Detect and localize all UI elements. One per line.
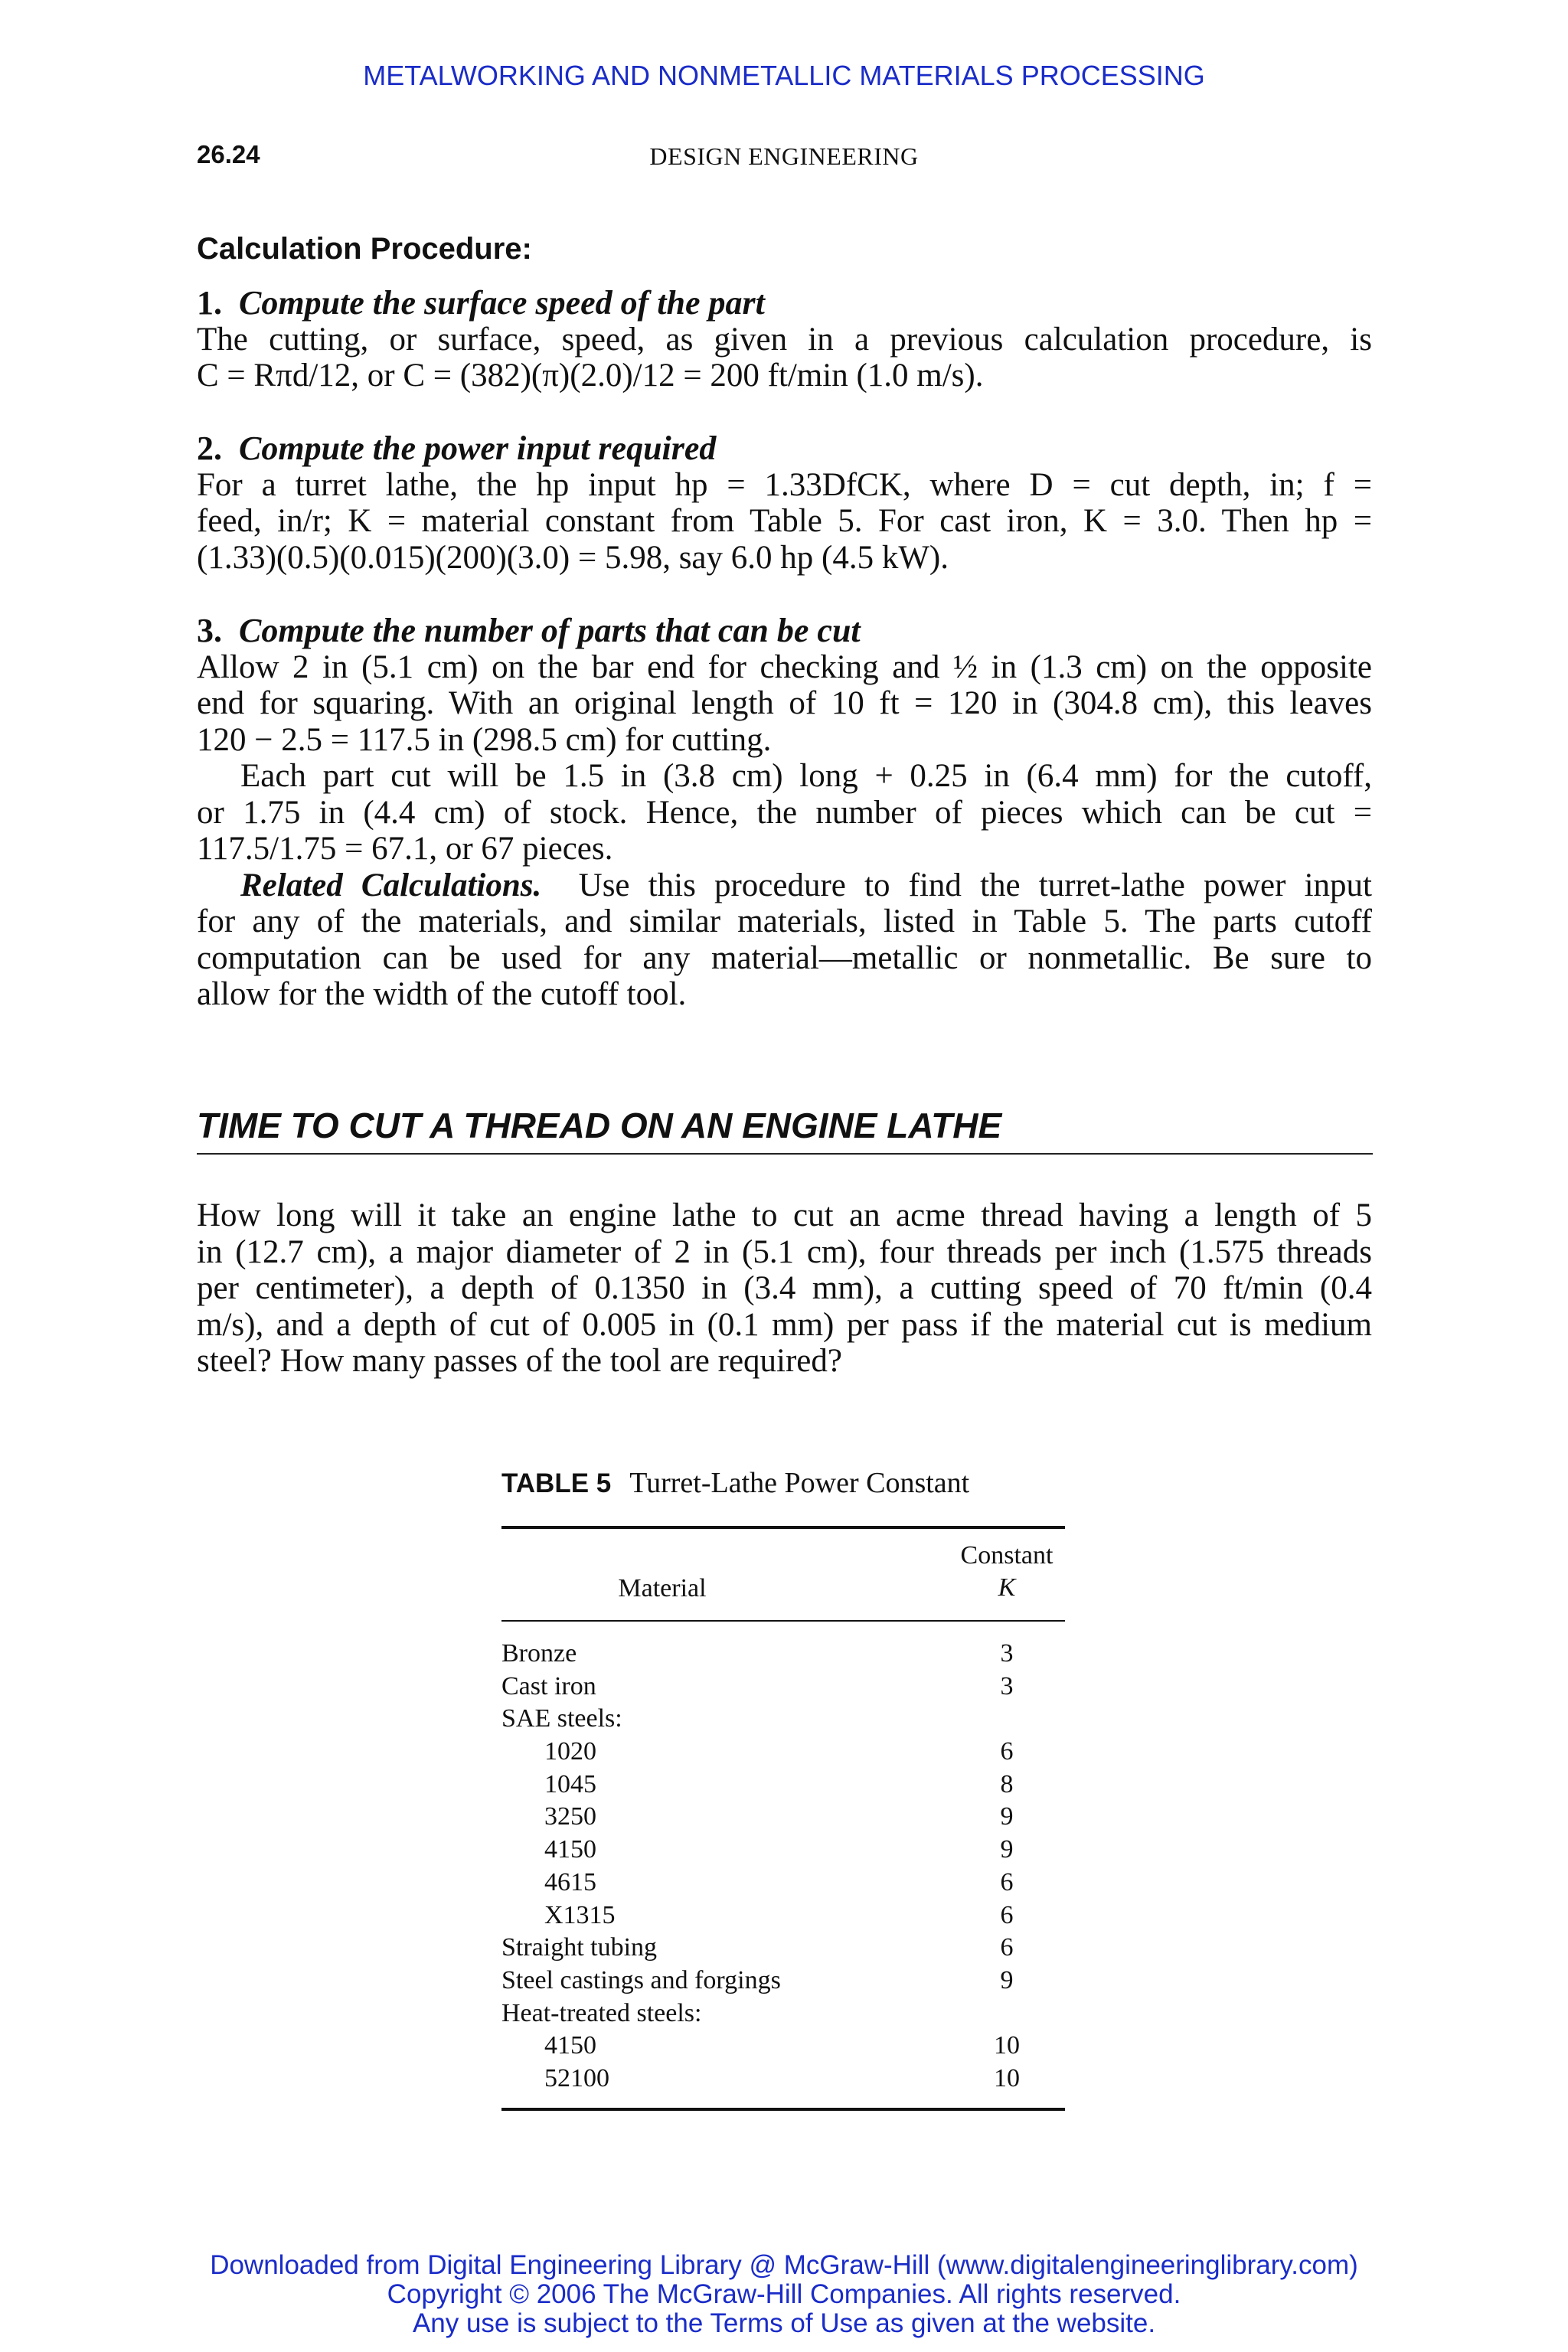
cell-material: 1020 <box>544 1737 596 1766</box>
step-2 <box>197 430 1372 576</box>
cell-material: Straight tubing <box>501 1933 658 1962</box>
cell-constant: 9 <box>1000 1965 1014 1994</box>
table-header-rule <box>501 1620 1065 1622</box>
cell-constant: 3 <box>1000 1671 1014 1700</box>
table-body <box>501 1638 1065 2096</box>
col-header-k: K <box>998 1573 1016 1602</box>
table-row <box>501 1867 1065 1900</box>
step-3-number: 3. <box>197 612 222 649</box>
step-1-heading <box>197 285 1372 322</box>
step-3-p2-line-3: 117.5/1.75 = 67.1, or 67 pieces. <box>197 831 613 867</box>
problem-line-5: steel? How many passes of the tool are required? <box>197 1343 842 1379</box>
cell-material: 3250 <box>544 1802 596 1831</box>
cell-constant: 9 <box>1000 1835 1014 1864</box>
step-3-heading <box>197 612 1372 649</box>
step-3-title: Compute the number of parts that can be cut <box>239 612 861 649</box>
cell-material: 52100 <box>544 2063 609 2092</box>
step-1-number: 1. <box>197 284 222 322</box>
step-2-line-2: feed, in/r; K = material constant from Table 5. For cast iron, K = 3.0. Then hp = <box>197 503 1372 539</box>
section-title: TIME TO CUT A THREAD ON AN ENGINE LATHE <box>197 1106 1002 1145</box>
step-3-p2-line-1: Each part cut will be 1.5 in (3.8 cm) long + 0.25 in (6.4 mm) for the cutoff, <box>240 758 1372 794</box>
cell-constant: 6 <box>1000 1867 1014 1896</box>
table-bottom-rule <box>501 2108 1065 2111</box>
table-row <box>501 2030 1065 2063</box>
related-line-2: for any of the materials, and similar materials, listed in Table 5. The parts cutoff <box>197 903 1372 939</box>
footer-terms[interactable]: Any use is subject to the Terms of Use as given at the website. <box>412 2308 1156 2338</box>
cell-material: 1045 <box>544 1769 596 1798</box>
table-row <box>501 1638 1065 1671</box>
step-3-p2-line-2: or 1.75 in (4.4 cm) of stock. Hence, the number of pieces which can be cut = <box>197 794 1372 831</box>
cell-material: 4150 <box>544 2031 596 2060</box>
footer-copyright: Copyright © 2006 The McGraw-Hill Companies. All rights reserved. <box>387 2279 1181 2309</box>
cell-material: 4615 <box>544 1867 596 1896</box>
table-caption <box>501 1466 969 1500</box>
cell-constant: 3 <box>1000 1639 1014 1668</box>
cell-material: Bronze <box>501 1639 577 1668</box>
step-2-line-3: (1.33)(0.5)(0.015)(200)(3.0) = 5.98, say 6.0 hp (4.5 kW). <box>197 539 949 576</box>
table-title: Turret-Lathe Power Constant <box>629 1467 970 1499</box>
step-2-line-1: For a turret lathe, the hp input hp = 1.33DfCK, where D = cut depth, in; f = <box>197 466 1372 503</box>
step-1-title: Compute the surface speed of the part <box>239 284 765 322</box>
table-top-rule <box>501 1526 1065 1529</box>
step-3 <box>197 612 1372 1013</box>
related-line-1 <box>197 867 1372 904</box>
step-3-p1-line-2: end for squaring. With an original length of 10 ft = 120 in (304.8 cm), this leaves <box>197 685 1372 721</box>
table-row <box>501 1671 1065 1704</box>
related-line-4: allow for the width of the cutoff tool. <box>197 976 687 1012</box>
problem-line-4: m/s), and a depth of cut of 0.005 in (0.1 mm) per pass if the material cut is medium <box>197 1306 1372 1343</box>
step-2-title: Compute the power input required <box>239 430 717 467</box>
table-label: TABLE 5 <box>501 1468 612 1498</box>
section-problem <box>197 1197 1372 1380</box>
cell-constant: 9 <box>1000 1802 1014 1831</box>
related-text-1: Use this procedure to find the turret-lathe power input <box>578 867 1372 903</box>
table-row <box>501 1965 1065 1998</box>
related-label: Related Calculations. <box>240 867 542 903</box>
step-1 <box>197 285 1372 394</box>
cell-material: 4150 <box>544 1835 596 1864</box>
table-row <box>501 1769 1065 1802</box>
cell-constant: 8 <box>1000 1769 1014 1798</box>
problem-line-1: How long will it take an engine lathe to cut an acme thread having a length of 5 <box>197 1197 1372 1233</box>
table-row <box>501 1900 1065 1932</box>
table-row <box>501 1801 1065 1834</box>
step-1-line-2: C = Rπd/12, or C = (382)(π)(2.0)/12 = 200 ft/min (1.0 m/s). <box>197 358 984 394</box>
cell-constant: 6 <box>1000 1737 1014 1766</box>
col-header-constant: Constant <box>960 1541 1054 1570</box>
cell-material: SAE steels: <box>501 1704 622 1733</box>
running-head: DESIGN ENGINEERING <box>649 142 919 170</box>
procedure-title: Calculation Procedure: <box>197 232 532 266</box>
table-row <box>501 1736 1065 1769</box>
step-1-line-1: The cutting, or surface, speed, as given in a previous calculation procedure, is <box>197 321 1372 358</box>
step-3-p1-line-3: 120 − 2.5 = 117.5 in (298.5 cm) for cutting. <box>197 721 772 758</box>
col-header-material: Material <box>618 1574 707 1602</box>
page-number: 26.24 <box>197 140 260 168</box>
related-line-3: computation can be used for any material—metallic or nonmetallic. Be sure to <box>197 939 1372 976</box>
cell-material: Cast iron <box>501 1671 596 1700</box>
step-2-number: 2. <box>197 430 222 467</box>
source-banner: METALWORKING AND NONMETALLIC MATERIALS PROCESSING <box>363 60 1205 91</box>
cell-material: Heat-treated steels: <box>501 1998 702 2027</box>
table-row <box>501 2063 1065 2096</box>
cell-constant: 10 <box>994 2063 1020 2092</box>
step-3-p1-line-1: Allow 2 in (5.1 cm) on the bar end for checking and ½ in (1.3 cm) on the opposite <box>197 648 1372 685</box>
cell-constant: 6 <box>1000 1900 1014 1929</box>
section-rule <box>197 1153 1373 1155</box>
problem-line-2: in (12.7 cm), a major diameter of 2 in (5.1 cm), four threads per inch (1.575 threads <box>197 1233 1372 1270</box>
table-row <box>501 1703 1065 1736</box>
cell-material: X1315 <box>544 1900 616 1929</box>
table-row <box>501 1998 1065 2030</box>
cell-constant: 6 <box>1000 1933 1014 1962</box>
table-row <box>501 1834 1065 1867</box>
cell-constant: 10 <box>994 2031 1020 2060</box>
footer-download[interactable]: Downloaded from Digital Engineering Library @ McGraw-Hill (www.digitalengineeringlibrary.com) <box>210 2250 1358 2280</box>
problem-line-3: per centimeter), a depth of 0.1350 in (3.4 mm), a cutting speed of 70 ft/min (0.4 <box>197 1270 1372 1306</box>
step-2-heading <box>197 430 1372 467</box>
cell-material: Steel castings and forgings <box>501 1965 781 1994</box>
table-row <box>501 1932 1065 1965</box>
